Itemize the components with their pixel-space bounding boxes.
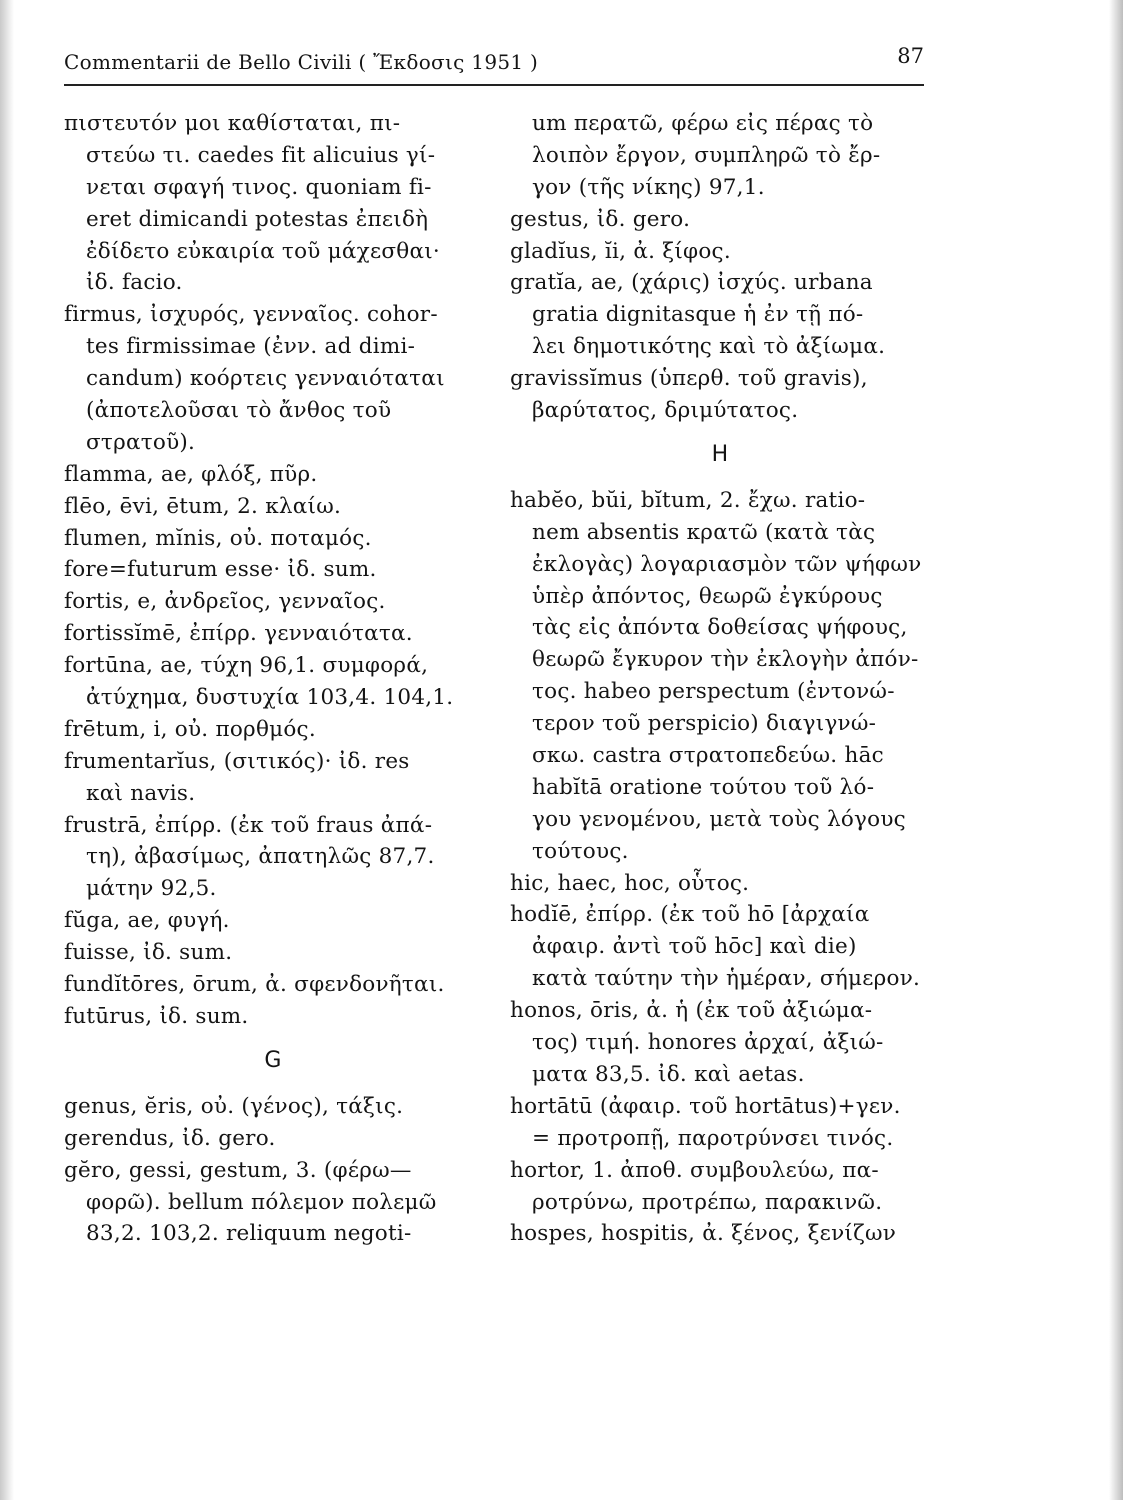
entry-line: gratia dignitasque ἡ ἐν τῇ πό- <box>532 302 864 328</box>
entry-line: nem absentis κρατῶ (κατὰ τὰς <box>532 519 876 545</box>
entry-line: fuisse, ἰδ. sum. <box>64 940 233 966</box>
entry-line: τὰς εἰς ἀπόντα δοθείσας ψήφους, <box>532 615 908 641</box>
entry-line: ἀτύχημα, δυστυχία 103,4. 104,1. <box>86 685 454 711</box>
entry-line: hortor, 1. ἀποθ. συμβουλεύω, πα- <box>510 1157 879 1183</box>
entry-line: flamma, ae, φλόξ, πῦρ. <box>64 461 318 487</box>
entry-line: 83,2. 103,2. reliquum negoti- <box>86 1221 412 1247</box>
entry-line: honos, ōris, ἀ. ἡ (ἐκ τοῦ ἀξιώμα- <box>510 998 873 1024</box>
entry-line: τη), ἀβασίμως, ἀπατηλῶς 87,7. <box>86 844 435 870</box>
entry-line: φορῶ). bellum πόλεμον πολεμῶ <box>86 1189 437 1215</box>
entry-line: frustrā, ἐπίρρ. (ἐκ τοῦ fraus ἀπά- <box>64 812 433 838</box>
entry-line: γου γενομένου, μετὰ τοὺς λόγους <box>532 806 906 832</box>
page-edge-shadow-left <box>0 0 14 1500</box>
entry-line: τερον τοῦ perspicio) διαγιγνώ- <box>532 711 877 737</box>
entry-line: frumentarĭus, (σιτικός)· ἰδ. res <box>64 748 410 774</box>
entry-line: ὑπὲρ ἀπόντος, θεωρῶ ἐγκύρους <box>532 583 883 609</box>
entry-line: τούτους. <box>532 838 629 864</box>
entry-line: flumen, mĭnis, οὐ. ποταμός. <box>64 525 372 551</box>
entry-line: gestus, ἰδ. gero. <box>510 206 691 232</box>
entry-line: ἀφαιρ. ἀντὶ τοῦ hōc] καὶ die) <box>532 934 857 960</box>
entry-line: νεται σφαγή τινος. quoniam fi- <box>86 174 432 200</box>
entry-line: frētum, i, οὐ. πορθμός. <box>64 716 316 742</box>
entry-line: gerendus, ἰδ. gero. <box>64 1125 276 1151</box>
entry-line: ἰδ. facio. <box>86 270 183 296</box>
entry-line: tes firmissimae (ἐνν. ad dimi- <box>86 334 416 360</box>
entry-line: eret dimicandi potestas ἐπειδὴ <box>86 206 429 232</box>
entry-line: βαρύτατος, δριμύτατος. <box>532 398 799 424</box>
entry-line: gladĭus, ĭi, ἀ. ξίφος. <box>510 238 731 264</box>
entry-line: flēo, ēvi, ētum, 2. κλαίω. <box>64 493 342 519</box>
entry-line: θεωρῶ ἔγκυρον τὴν ἐκλογὴν ἀπόν- <box>532 647 919 673</box>
running-header <box>64 44 924 86</box>
section-letter-h: H <box>711 441 729 467</box>
entry-line: habĭtā oratione τούτου τοῦ λό- <box>532 774 875 800</box>
entry-line: ματα 83,5. ἰδ. καὶ aetas. <box>532 1061 805 1087</box>
left-entries-g <box>64 1091 482 1250</box>
entry-line: τος. habeo perspectum (ἐντονώ- <box>532 679 895 705</box>
entry-line: firmus, ἰσχυρός, γενναῖος. cohor- <box>64 302 438 328</box>
entry-line: = προτροπῇ, παροτρύνσει τινός. <box>532 1125 894 1151</box>
entry-line: λει δημοτικότης καὶ τὸ ἀξίωμα. <box>532 334 886 360</box>
entry-line: καὶ navis. <box>86 780 196 806</box>
entry-line: στρατοῦ). <box>86 429 196 455</box>
entry-line: candum) κοόρτεις γενναιόταται <box>86 366 445 392</box>
entry-line: um περατῶ, φέρω εἰς πέρας τὸ <box>532 111 874 136</box>
entry-line: hic, haec, hoc, οὗτος. <box>510 870 750 896</box>
entry-line: ἐκλογὰς) λογαριασμὸν τῶν ψήφων <box>532 551 922 577</box>
entry-line: λοιπὸν ἔργον, συμπληρῶ τὸ ἔρ- <box>532 142 881 168</box>
entry-line: gratĭa, ae, (χάρις) ἰσχύς. urbana <box>510 270 873 296</box>
entry-line: ροτρύνω, προτρέπω, παρακινῶ. <box>532 1189 883 1215</box>
entry-line: γον (τῆς νίκης) 97,1. <box>532 174 765 200</box>
entry-line: (ἀποτελοῦσαι τὸ ἄνθος τοῦ <box>86 398 392 424</box>
entry-line: gravissĭmus (ὑπερθ. τοῦ gravis), <box>510 366 868 392</box>
entry-line: στεύω τι. caedes fit alicuius γί- <box>86 142 436 168</box>
entry-line: hodĭē, ἐπίρρ. (ἐκ τοῦ hō [ἀρχαία <box>510 902 870 928</box>
entry-line: πιστευτόν μοι καθίσταται, πι- <box>64 111 401 136</box>
entry-line: σκω. castra στρατοπεδεύω. hāc <box>532 743 884 769</box>
entry-line: gĕro, gessi, gestum, 3. (φέρω— <box>64 1157 412 1183</box>
entry-line: futūrus, ἰδ. sum. <box>64 1003 249 1029</box>
entry-line: κατὰ ταύτην τὴν ἡμέραν, σήμερον. <box>532 966 921 992</box>
entry-line: fortis, e, ἀνδρεῖος, γενναῖος. <box>64 589 386 615</box>
page-edge-shadow-right <box>1109 0 1123 1500</box>
right-entries-h <box>510 485 930 1250</box>
entry-line: ἐδίδετο εὐκαιρία τοῦ μάχεσθαι· <box>86 238 440 264</box>
entry-line: τος) τιμή. honores ἀρχαί, ἀξιώ- <box>532 1030 884 1056</box>
page-number: 87 <box>897 44 924 68</box>
right-column <box>510 108 930 1250</box>
entry-line: fortūna, ae, τύχη 96,1. συμφορά, <box>64 653 429 679</box>
left-entries-f <box>64 108 482 1033</box>
running-title: Commentarii de Bello Civili ( Ἔκδοσις 1951 ) <box>64 50 539 74</box>
entry-line: fŭga, ae, φυγή. <box>64 908 230 934</box>
section-letter-g: G <box>264 1047 282 1073</box>
left-column <box>64 108 482 1250</box>
entry-line: hospes, hospitis, ἀ. ξένος, ξενίζων <box>510 1221 897 1247</box>
right-entries-g <box>510 108 930 427</box>
entry-line: fore=futurum esse· ἰδ. sum. <box>64 557 377 583</box>
entry-line: fundĭtōres, ōrum, ἀ. σφενδονῆται. <box>64 972 445 998</box>
entry-line: hortātū (ἀφαιρ. τοῦ hortātus)+γεν. <box>510 1093 901 1119</box>
entry-line: habĕo, bŭi, bĭtum, 2. ἔχω. ratio- <box>510 487 866 513</box>
entry-line: genus, ĕris, οὐ. (γένος), τάξις. <box>64 1093 404 1119</box>
entry-line: μάτην 92,5. <box>86 876 217 902</box>
entry-line: fortissĭmē, ἐπίρρ. γενναιότατα. <box>64 621 413 647</box>
